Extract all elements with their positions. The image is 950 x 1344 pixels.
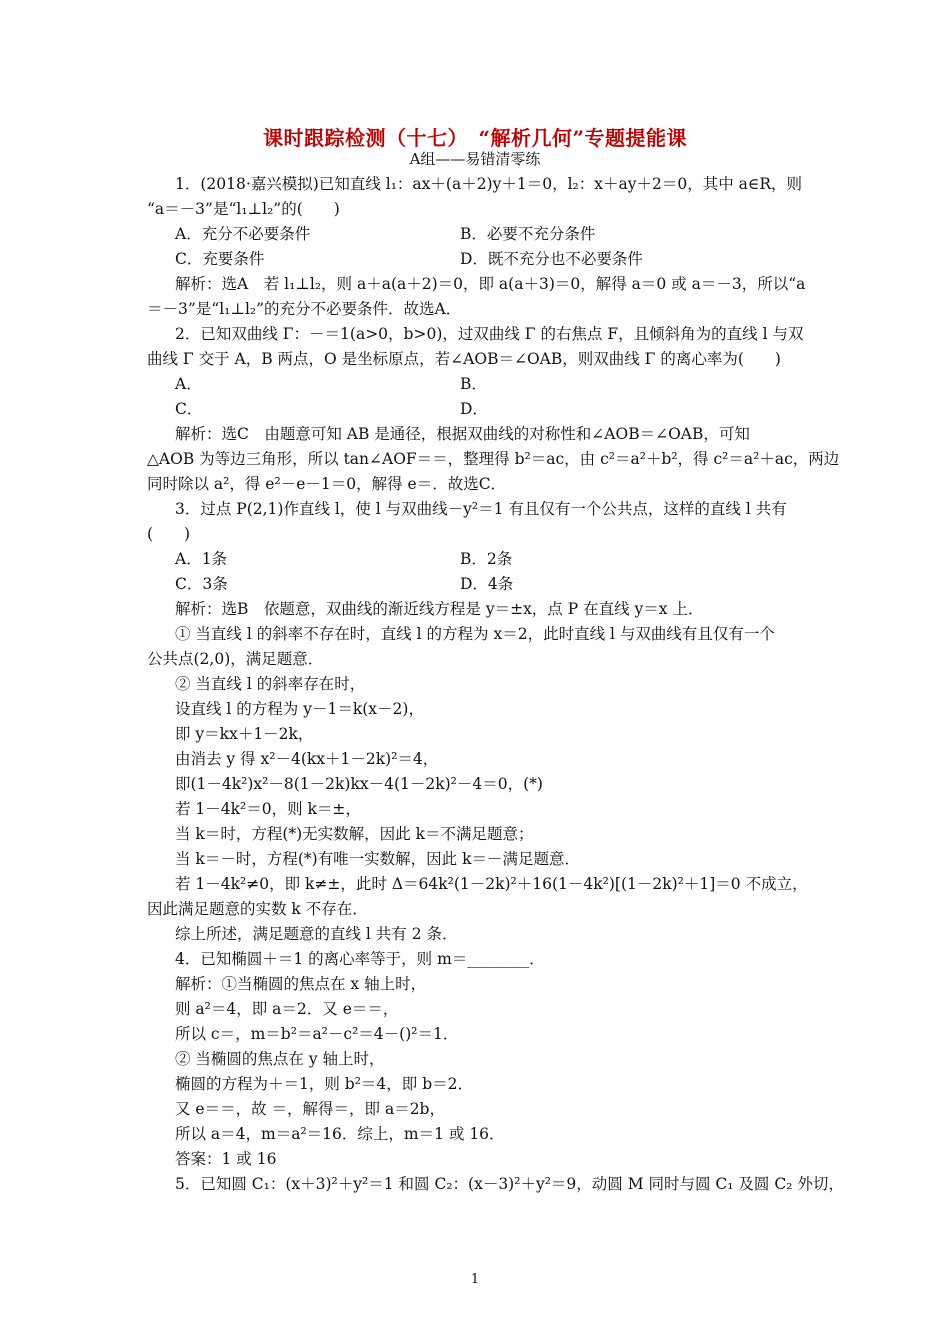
q3-solution-line3: 公共点(2,0)，满足题意． bbox=[147, 650, 324, 668]
q3-solution-line11: 当 k＝－时，方程(*)有唯一实数解，因此 k＝－满足题意． bbox=[175, 850, 580, 868]
q1-option-b: B．必要不充分条件 bbox=[460, 225, 596, 243]
q1-stem-line1: 1．(2018·嘉兴模拟)已知直线 l₁：ax＋(a＋2)y＋1＝0，l₂：x＋ay＋2＝0，其中 a∈R，则 bbox=[175, 175, 803, 193]
q3-solution-line6: 即 y＝kx＋1－2k， bbox=[175, 725, 314, 743]
q2-stem-line2: 曲线 Γ 交于 A，B 两点，O 是坐标原点，若∠AOB＝∠OAB，则双曲线 Γ 的离心率为( ) bbox=[147, 350, 781, 368]
q4-answer: 答案：1 或 16 bbox=[175, 1150, 277, 1168]
q3-solution-line1: 解析：选B 依题意，双曲线的渐近线方程是 y＝±x，点 P 在直线 y＝x 上． bbox=[175, 600, 704, 618]
q2-option-d: D． bbox=[460, 400, 488, 418]
q3-solution-line14: 综上所述，满足题意的直线 l 共有 2 条． bbox=[175, 925, 458, 943]
q3-option-a: A．1条 bbox=[175, 550, 228, 568]
q1-stem-line2: “a＝－3”是“l₁⊥l₂”的( ) bbox=[147, 200, 340, 218]
q3-stem-line1: 3．过点 P(2,1)作直线 l，使 l 与双曲线－y²＝1 有且仅有一个公共点，这样的直线 l 共有 bbox=[175, 500, 787, 518]
page-number: 1 bbox=[470, 1272, 480, 1287]
q4-solution-line1: 解析：①当椭圆的焦点在 x 轴上时， bbox=[175, 975, 427, 993]
q1-option-c: C．充要条件 bbox=[175, 250, 265, 268]
q4-stem: 4．已知椭圆＋＝1 的离心率等于，则 m＝________． bbox=[175, 950, 545, 968]
q3-solution-line10: 当 k＝时，方程(*)无实数解，因此 k＝不满足题意； bbox=[175, 825, 534, 843]
q1-solution-line1: 解析：选A 若 l₁⊥l₂，则 a＋a(a＋2)＝0，即 a(a＋3)＝0，解得 a＝0 或 a＝－3，所以“a bbox=[175, 275, 806, 293]
q3-solution-line12: 若 1－4k²≠0，即 k≠±，此时 Δ＝64k²(1－2k)²＋16(1－4k²)[(1－2k)²＋1]＝0 不成立， bbox=[175, 875, 808, 893]
q3-solution-line4: ② 当直线 l 的斜率存在时， bbox=[175, 675, 366, 693]
q1-solution-line2: ＝－3”是“l₁⊥l₂”的充分不必要条件．故选A． bbox=[147, 300, 462, 318]
q4-solution-line3: 所以 c＝，m＝b²＝a²－c²＝4－()²＝1． bbox=[175, 1025, 459, 1043]
q4-solution-line5: 椭圆的方程为＋＝1，则 b²＝4，即 b＝2． bbox=[175, 1075, 473, 1093]
q4-solution-line2: 则 a²＝4，即 a＝2．又 e＝＝， bbox=[175, 1000, 399, 1018]
q2-option-a: A． bbox=[175, 375, 202, 393]
q3-option-b: B．2条 bbox=[460, 550, 513, 568]
q3-solution-line8: 即(1－4k²)x²－8(1－2k)kx－4(1－2k)²－4＝0，(*) bbox=[175, 775, 543, 793]
q5-stem-line1: 5．已知圆 C₁：(x＋3)²＋y²＝1 和圆 C₂：(x－3)²＋y²＝9，动圆 M 同时与圆 C₁ 及圆 C₂ 外切， bbox=[175, 1175, 844, 1193]
q3-solution-line9: 若 1－4k²＝0，则 k＝±， bbox=[175, 800, 361, 818]
q4-solution-line4: ② 当椭圆的焦点在 y 轴上时， bbox=[175, 1050, 385, 1068]
q1-option-a: A．充分不必要条件 bbox=[175, 225, 311, 243]
q2-solution-line2: △AOB 为等边三角形，所以 tan∠AOF＝＝，整理得 b²＝ac，由 c²＝a²＋b²，得 c²＝a²＋ac，两边 bbox=[147, 450, 840, 468]
q3-solution-line2: ① 当直线 l 的斜率不存在时，直线 l 的方程为 x＝2，此时直线 l 与双曲线有且仅有一个 bbox=[175, 625, 775, 643]
q2-solution-line3: 同时除以 a²，得 e²－e－1＝0，解得 e＝．故选C． bbox=[147, 475, 507, 493]
q2-solution-line1: 解析：选C 由题意可知 AB 是通径，根据双曲线的对称性和∠AOB＝∠OAB，可知 bbox=[175, 425, 750, 443]
q3-solution-line5: 设直线 l 的方程为 y－1＝k(x－2)， bbox=[175, 700, 424, 718]
section-subtitle: A组——易错清零练 bbox=[409, 150, 541, 168]
q3-solution-line7: 由消去 y 得 x²－4(kx＋1－2k)²＝4， bbox=[175, 750, 439, 768]
q2-option-c: C． bbox=[175, 400, 203, 418]
q3-option-c: C．3条 bbox=[175, 575, 228, 593]
q2-option-b: B． bbox=[460, 375, 487, 393]
q3-solution-line13: 因此满足题意的实数 k 不存在． bbox=[147, 900, 368, 918]
q4-solution-line7: 所以 a＝4，m＝a²＝16．综上，m＝1 或 16． bbox=[175, 1125, 505, 1143]
q3-option-d: D．4条 bbox=[460, 575, 514, 593]
q4-solution-line6: 又 e＝＝，故 ＝，解得＝，即 a＝2b， bbox=[175, 1100, 445, 1118]
q3-stem-line2: ( ) bbox=[147, 525, 191, 543]
q1-option-d: D．既不充分也不必要条件 bbox=[460, 250, 643, 268]
page-title: 课时跟踪检测（十七） “解析几何”专题提能课 bbox=[262, 126, 687, 150]
q2-stem-line1: 2．已知双曲线 Γ：－＝1(a>0，b>0)，过双曲线 Γ 的右焦点 F，且倾斜角为的直线 l 与双 bbox=[175, 325, 804, 343]
